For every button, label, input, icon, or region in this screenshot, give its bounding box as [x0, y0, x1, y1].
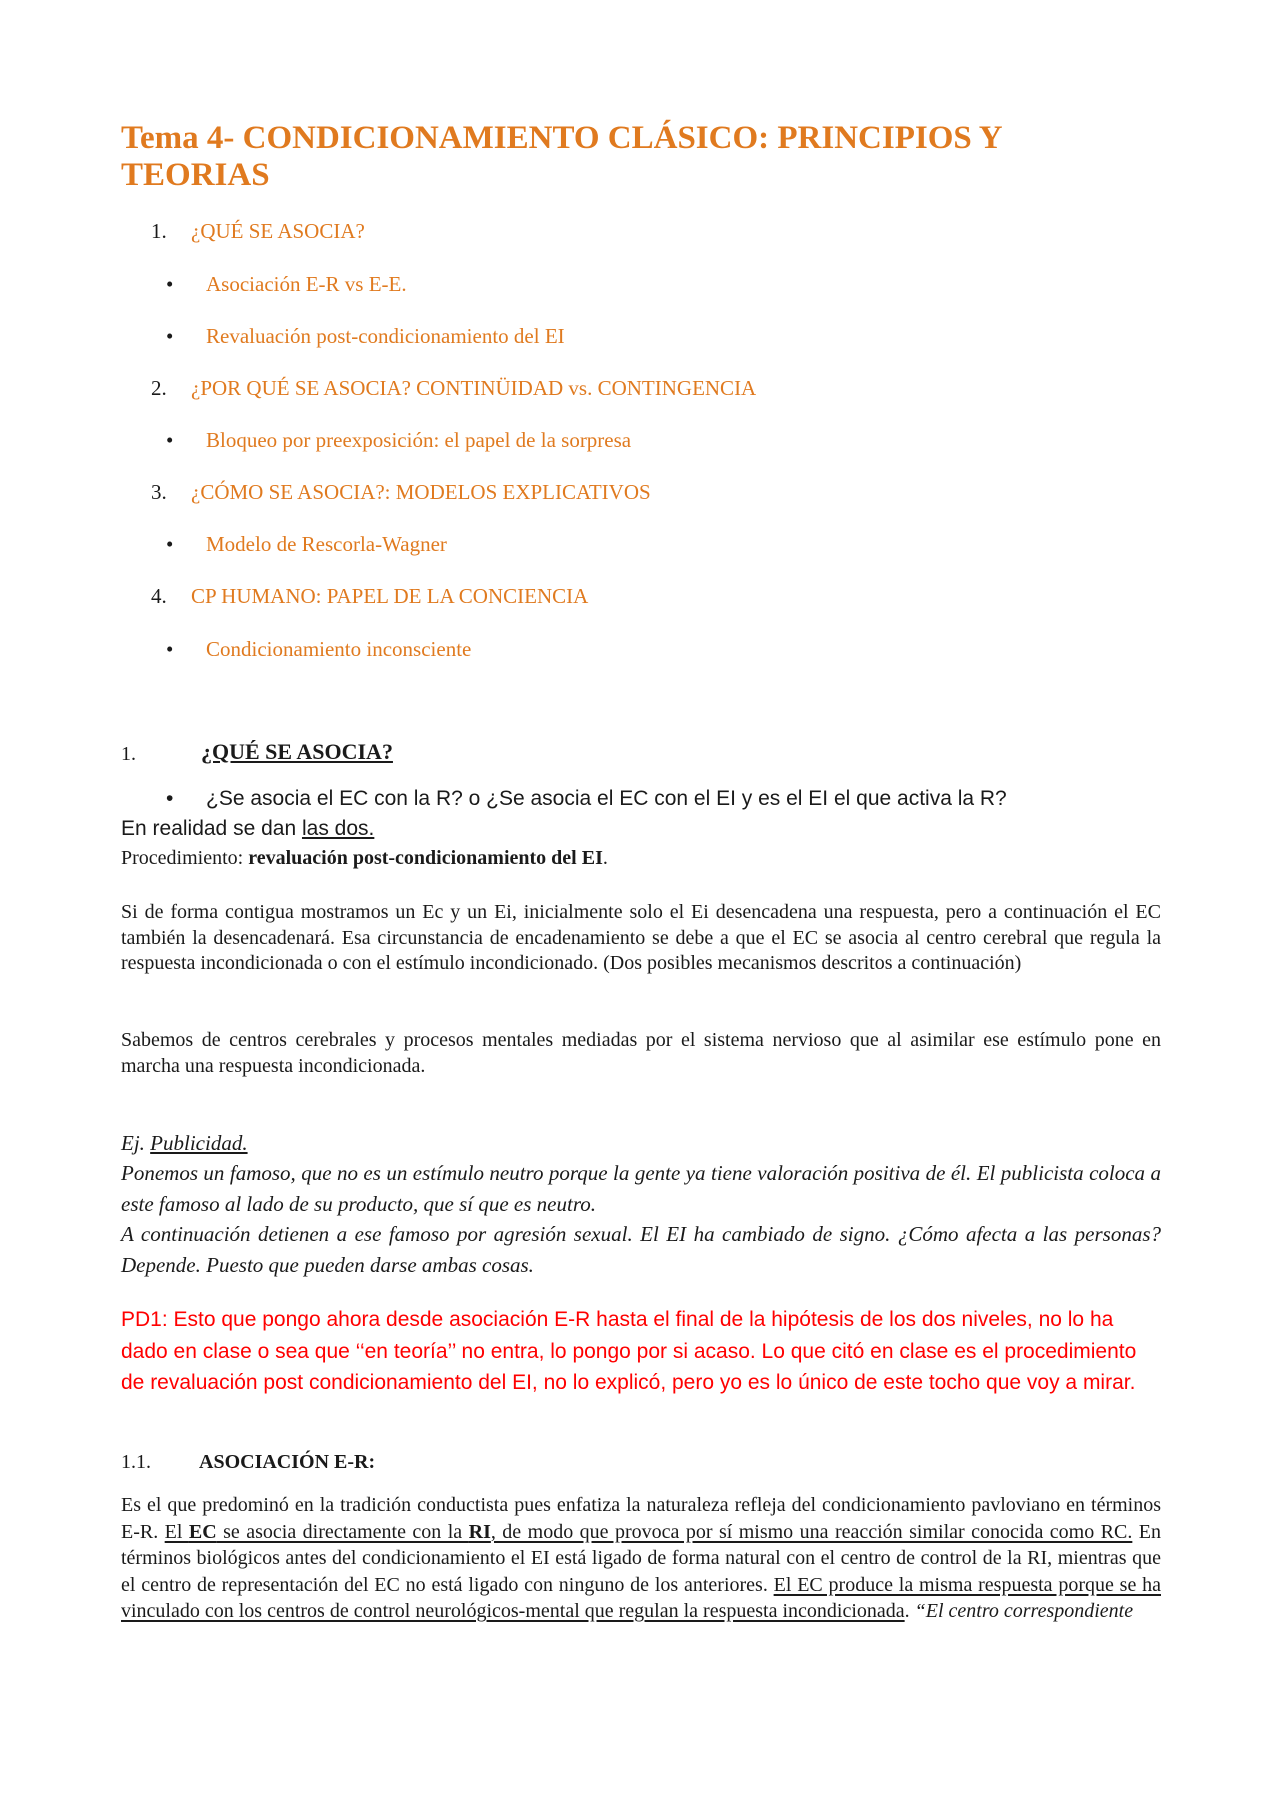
toc-subitem-label: Condicionamiento inconsciente: [206, 637, 472, 661]
toc-subitem-label: Modelo de Rescorla-Wagner: [206, 532, 447, 556]
toc-item-label: ¿POR QUÉ SE ASOCIA? CONTINÜIDAD vs. CONTINGENCIA: [191, 376, 757, 400]
underlined-run: [165, 1521, 1133, 1543]
subsection-title: ASOCIACIÓN E-R:: [199, 1451, 376, 1473]
text-run: En términos biológicos antes del condicionamiento el EI está ligado de forma natural con el centro de control de la RI, mientras que el centro de representación del EC no está ligado con ninguno de los anteriores.: [121, 1520, 1162, 1596]
example-topic: Publicidad.: [150, 1131, 248, 1155]
toc-number: 1.: [151, 219, 167, 243]
toc-item-label: ¿CÓMO SE ASOCIA?: MODELOS EXPLICATIVOS: [191, 480, 651, 504]
answer-prefix: En realidad se dan: [121, 817, 302, 840]
toc-number: 3.: [151, 480, 167, 504]
text-run: , de modo que provoca por sí mismo una reacción similar conocida como RC.: [490, 1520, 1133, 1543]
section-title: ¿QUÉ SE ASOCIA?: [201, 739, 393, 764]
toc-number: 2.: [151, 376, 167, 400]
document-title: Tema 4- CONDICIONAMIENTO CLÁSICO: PRINCIPIOS Y TEORIAS: [121, 120, 1002, 193]
bullet-icon: •: [166, 787, 174, 810]
bullet-icon: •: [166, 428, 174, 452]
bullet-icon: •: [166, 324, 174, 348]
text-run: .: [904, 1600, 915, 1622]
paragraph: Sabemos de centros cerebrales y procesos mentales mediadas por el sistema nervioso que al asimilar ese estímulo pone en marcha una respuesta incondicionada.: [121, 1029, 1161, 1077]
procedure-line: [121, 846, 1161, 872]
paragraph: [121, 1492, 1161, 1625]
bold-run: RI: [468, 1520, 491, 1543]
example-heading: [121, 1131, 248, 1156]
question-text: ¿Se asocia el EC con la R? o ¿Se asocia el EC con el EI y es el EI el que activa la R?: [206, 787, 1007, 810]
underlined-run: El EC produce la misma respuesta porque se ha vinculado con los centros de control neurológicos-mental que regulan la respuesta incondicionada: [121, 1573, 1161, 1622]
example-paragraph: Ponemos un famoso, que no es un estímulo neutro porque la gente ya tiene valoración positiva de él. El publicista coloca a este famoso al lado de su producto, que sí que es neutro.: [121, 1161, 1161, 1216]
bold-run: EC: [188, 1520, 217, 1543]
toc-subitem-label: Asociación E-R vs E-E.: [206, 272, 407, 296]
text-run: El: [164, 1520, 189, 1543]
answer-line: [121, 817, 374, 841]
answer-underlined: las dos.: [301, 817, 375, 840]
toc-subitem-label: Revaluación post-condicionamiento del EI: [206, 324, 565, 348]
toc-item-label: ¿QUÉ SE ASOCIA?: [191, 219, 365, 243]
bullet-icon: •: [166, 272, 174, 296]
text-run: Es el que predominó en la tradición conductista pues enfatiza la naturaleza refleja del condicionamiento pavloviano en términos E-R.: [121, 1494, 1161, 1543]
procedure-end: .: [602, 847, 608, 869]
bullet-icon: •: [166, 532, 174, 556]
paragraph: Si de forma contigua mostramos un Ec y un Ei, inicialmente solo el Ei desencadena una respuesta, pero a continuación el EC también la desencadenará. Esa circunstancia de encadenamiento se debe a que el EC se asocia al centro cerebral que regula la respuesta incondicionada o con el estímulo incondicionado. (Dos posibles mecanismos descritos a continuación): [121, 901, 1161, 974]
example-prefix: Ej.: [121, 1131, 151, 1155]
toc-subitem-label: Bloqueo por preexposición: el papel de la sorpresa: [206, 428, 632, 452]
procedure-name: revaluación post-condicionamiento del EI: [248, 847, 603, 869]
note-pd1: PD1: Esto que pongo ahora desde asociación E-R hasta el final de la hipótesis de los dos niveles, no lo ha dado en clase o sea que ‘‘en teoría’’ no entra, lo pongo por si acaso. Lo que citó en clase es el procedimiento de revaluación post condicionamiento del EI, no lo explicó, pero yo es lo único de este tocho que voy a mirar.: [121, 1308, 1137, 1394]
bullet-icon: •: [166, 637, 174, 661]
toc-item-label: CP HUMANO: PAPEL DE LA CONCIENCIA: [191, 584, 589, 608]
example-paragraph: A continuación detienen a ese famoso por agresión sexual. El EI ha cambiado de signo. ¿Cómo afecta a las personas? Depende. Puesto que pueden darse ambas cosas.: [121, 1222, 1161, 1277]
text-run: se asocia directamente con la: [216, 1520, 469, 1543]
toc-number: 4.: [151, 584, 167, 608]
procedure-label: Procedimiento:: [121, 847, 249, 869]
italic-run: “El centro correspondiente: [914, 1600, 1134, 1622]
section-number: 1.: [121, 743, 136, 765]
subsection-number: 1.1.: [121, 1451, 151, 1473]
